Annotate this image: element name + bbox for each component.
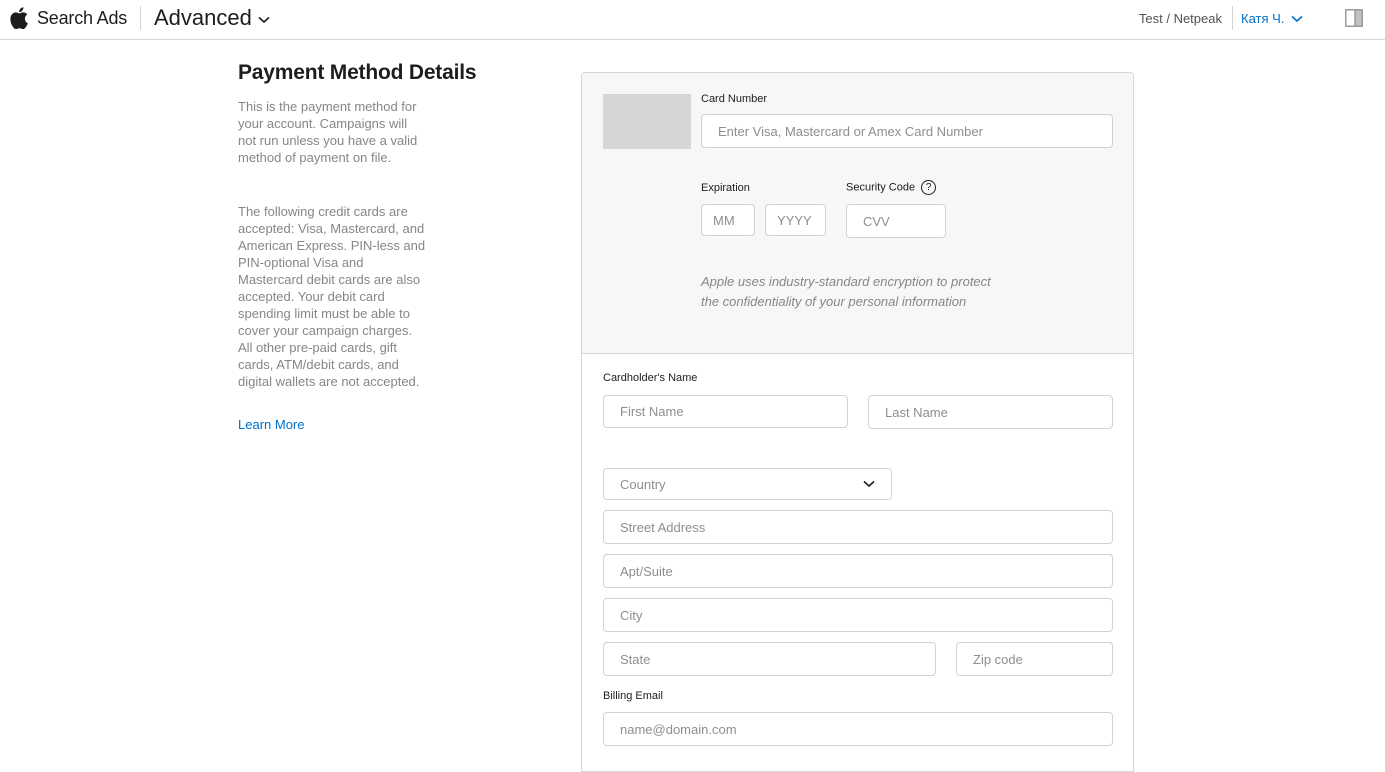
workspace-switcher[interactable] — [154, 5, 270, 31]
question-circle-icon[interactable]: ? — [921, 180, 936, 195]
learn-more-link[interactable]: Learn More — [238, 417, 305, 432]
last-name-input[interactable] — [868, 395, 1113, 429]
payment-description: This is the payment method for your account. Campaigns will not run unless you have a valid method of payment on file. — [238, 99, 418, 165]
payment-form-card — [581, 72, 1134, 772]
header-divider — [140, 6, 141, 30]
encryption-note: Apple uses industry-standard encryption to protect the confidentiality of your personal information — [701, 274, 991, 309]
card-image-placeholder — [603, 94, 691, 149]
expiration-year-input[interactable] — [765, 204, 826, 236]
card-number-label: Card Number — [701, 93, 768, 105]
expiration-label: Expiration — [701, 182, 750, 194]
brand-name: Search Ads — [37, 8, 128, 28]
sidebar-panel-icon[interactable] — [1345, 9, 1363, 27]
card-details-section — [582, 73, 1133, 354]
street-address-input[interactable] — [603, 510, 1113, 544]
top-bar — [0, 0, 1385, 40]
state-input[interactable] — [603, 642, 936, 676]
card-number-input[interactable] — [701, 114, 1113, 148]
expiration-month-input[interactable] — [701, 204, 755, 236]
city-input[interactable] — [603, 598, 1113, 632]
chevron-down-icon — [258, 16, 270, 24]
accepted-cards-description: The following credit cards are accepted: Visa, Mastercard, and American Express. PIN-less and PIN-optional Visa and Mastercard debit cards are also accepted. Your debit card spending limit must be able to cover your campaign charges. All other pre-paid cards, gift cards, ATM/debit cards, and digital wallets are not accepted. — [238, 204, 426, 389]
security-code-label: Security Code — [846, 181, 916, 194]
apt-suite-input[interactable] — [603, 554, 1113, 588]
user-menu[interactable] — [1241, 11, 1303, 26]
country-select[interactable] — [603, 468, 892, 500]
header-divider — [1232, 6, 1233, 30]
cardholder-name-label: Cardholder's Name — [603, 372, 698, 384]
first-name-input[interactable] — [603, 395, 848, 428]
workspace-label: Advanced — [154, 5, 252, 30]
chevron-down-icon — [863, 480, 875, 488]
chevron-down-icon — [1291, 15, 1303, 23]
apple-logo-icon[interactable] — [10, 7, 28, 29]
billing-email-label: Billing Email — [603, 690, 663, 702]
org-name[interactable]: Test / Netpeak — [1138, 11, 1222, 26]
page-title: Payment Method Details — [238, 61, 477, 84]
cvv-input[interactable] — [846, 204, 946, 238]
billing-email-input[interactable] — [603, 712, 1113, 746]
country-select-value: Country — [620, 476, 666, 492]
zip-code-input[interactable] — [956, 642, 1113, 676]
security-code-label-group — [846, 180, 936, 195]
user-name: Катя Ч. — [1241, 11, 1285, 26]
